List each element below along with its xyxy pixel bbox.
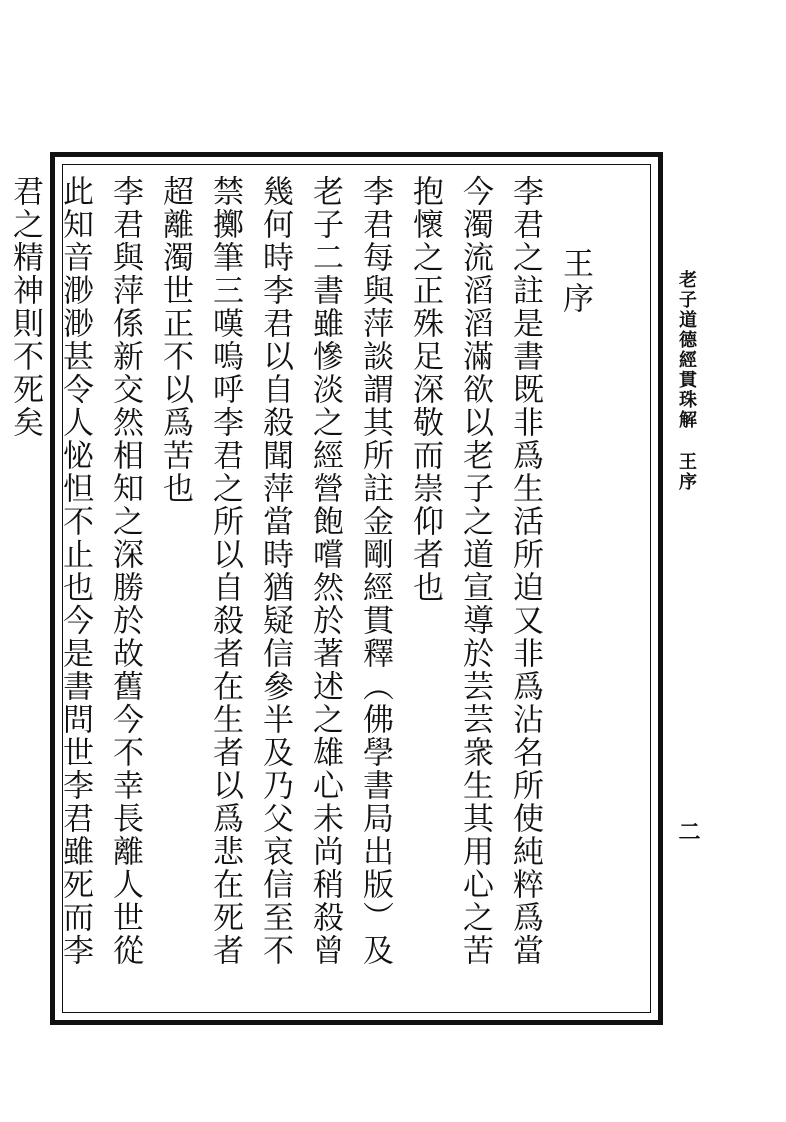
running-head-section: 王序 [676, 452, 697, 492]
preface-paragraph-1: 李君之註是書既非爲生活所迫又非爲沾名所使純粹爲當今濁流滔滔滿欲以老子之道宣導於芸芸衆生其用心之苦抱懷之正殊足深敬而崇仰者也 [407, 175, 543, 967]
page-number: 二 [675, 820, 701, 842]
preface-paragraph-2: 李君每與萍談謂其所註金剛經貫釋（佛學書局出版）及老子二書雖慘淡之經營飽嚐然於著述之雄心未尚稍殺曾幾何時李君以自殺聞萍當時猶疑信參半及乃父哀信至不禁擲筆三嘆嗚呼李君之所以自殺者在生者以爲悲在死者超離濁世正不以爲苦也 [157, 175, 393, 967]
preface-paragraph-3: 李君與萍係新交然相知之深勝於故舊今不幸長離人世從此知音渺渺甚令人怭怛不止也今是書問世李君雖死而李君之精神則不死矣 [7, 175, 143, 967]
running-head [674, 270, 698, 690]
running-head-book-title: 老子道德經貫珠解 [676, 270, 697, 430]
preface-text-block [7, 175, 600, 975]
preface-heading: 王序 [557, 247, 593, 317]
